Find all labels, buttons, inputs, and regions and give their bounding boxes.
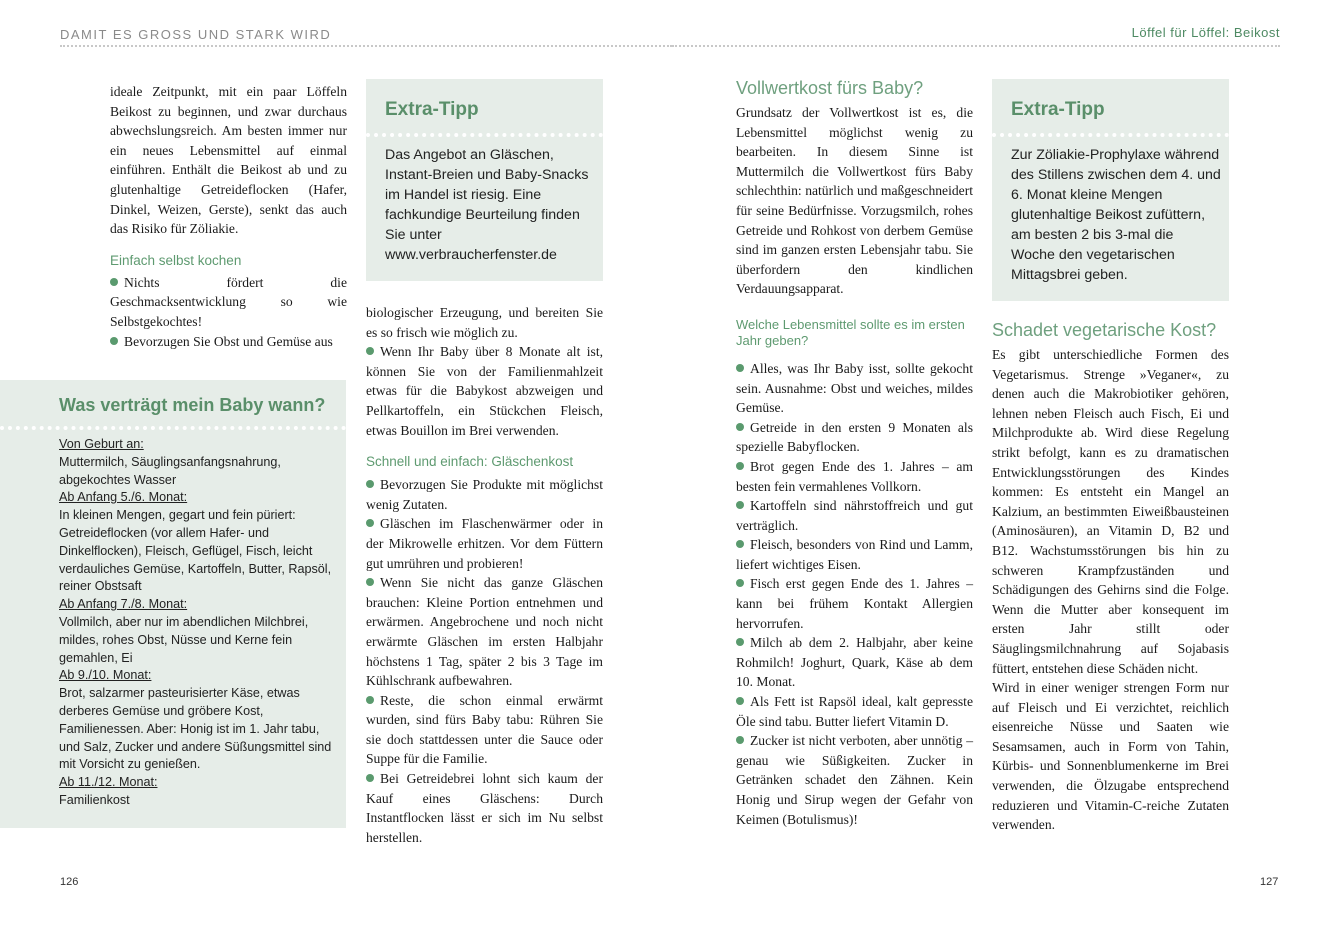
schedule-text: Familienkost — [59, 792, 130, 807]
schedule-text: In kleinen Mengen, gegart und fein püriert: Getreideflocken (vor allem Hafer- und Dinkelflocken), Fleisch, Geflügel, Fisch, leicht verdauliches Gemüse, Kartoffeln, Butter, Rapsöl, reiner Obstsaft — [59, 508, 332, 594]
bullet-item: Fisch erst gegen Ende des 1. Jahres – kann bei frühem Kontakt Allergien hervorrufen. — [736, 574, 973, 633]
running-head-left: DAMIT ES GROSS UND STARK WIRD — [60, 27, 332, 42]
bullet-item: Milch ab dem 2. Halbjahr, aber keine Rohmilch! Joghurt, Quark, Käse ab dem 10. Monat. — [736, 633, 973, 692]
bullet-item: Getreide in den ersten 9 Monaten als spezielle Babyflocken. — [736, 418, 973, 457]
continuation-paragraph: biologischer Erzeugung, und bereiten Sie es so frisch wie möglich zu. — [366, 305, 603, 340]
page-number-left: 126 — [60, 876, 79, 888]
bullet-item: Kartoffeln sind nährstoffreich und gut verträglich. — [736, 496, 973, 535]
extra-tipp-text: Das Angebot an Gläschen, Instant-Breien und Baby-Snacks im Handel ist riesig. Eine fachkundige Beurteilung finden Sie unter www.verbraucherfenster.de — [385, 147, 589, 263]
schedule-text: Brot, salzarmer pasteurisierter Käse, etwas derberes Gemüse und gröbere Kost, Familienessen. Aber: Honig ist im 1. Jahr tabu, und Salz, Zucker und andere Süßungsmittel sind mit Vorsicht zu genießen. — [59, 686, 332, 772]
section-title-vollwertkost: Vollwertkost fürs Baby? — [736, 78, 924, 98]
schedule-label: Ab 9./10. Monat: — [59, 668, 152, 683]
schedule-label: Ab 11./12. Monat: — [59, 775, 158, 790]
bullet-item: Wenn Sie nicht das ganze Gläschen brauchen: Kleine Portion entnehmen und erwärmen. Angebrochene und noch nicht erwärmte Gläschen im ersten Halbjahr höchstens 1 Tag, später 2 bis 3 Tage im Kühlschrank aufbewahren. — [366, 573, 603, 691]
section-title-einfach-selbst-kochen: Einfach selbst kochen — [110, 252, 242, 268]
feeding-schedule-list — [59, 436, 334, 810]
bullet-item: Gläschen im Flaschenwärmer oder in der Mikrowelle erhitzen. Vor dem Füttern gut umrühren und probieren! — [366, 514, 603, 573]
extra-tipp-title: Extra-Tipp — [1011, 99, 1105, 120]
schedule-label: Ab Anfang 5./6. Monat: — [59, 490, 188, 505]
bullet-item: Fleisch, besonders von Rind und Lamm, liefert wichtiges Eisen. — [736, 535, 973, 574]
left-column-2 — [366, 303, 603, 847]
section-title-vegetarische-kost: Schadet vegetarische Kost? — [992, 320, 1217, 340]
vegetarian-paragraph: Es gibt unterschiedliche Formen des Vegetarismus. Strenge »Veganer«, zu denen auch die Makrobiotiker gehören, lehnen neben Fleisch auch Fisch, Ei und Milchprodukte ab. Wird diese Regelung strikt befolgt, kann es zu dramatischen Entwicklungsstörungen des Kindes kommen: Es entsteht ein Mangel an Kalzium, an bestimmten Eiweißbausteinen (Aminosäuren), an Vitamin D, B2 und B12. Wachstumsstörungen bis hin zu schweren Krampfzuständen und Schädigungen des Gehirns sind die Folge. Wenn die Mutter aber konsequent im ersten Jahr stillt oder Säuglingsmilchnahrung auf Sojabasis füttert, entstehen diese Schäden nicht. — [992, 347, 1229, 676]
bullet-item: Bei Getreidebrei lohnt sich kaum der Kauf eines Gläschens: Durch Instantflocken lässt er sich im Nu selbst herstellen. — [366, 769, 603, 847]
right-column-1 — [736, 77, 973, 829]
page-number-right: 127 — [1260, 876, 1279, 888]
extra-tipp-box-left — [366, 79, 603, 281]
box-divider — [0, 426, 346, 430]
schedule-label: Ab Anfang 7./8. Monat: — [59, 597, 188, 612]
section-title-glaeschenkost: Schnell und einfach: Gläschenkost — [366, 454, 574, 470]
bullet-item: Bevorzugen Sie Produkte mit möglichst wenig Zutaten. — [366, 475, 603, 514]
running-head-right: Löffel für Löffel: Beikost — [1131, 25, 1280, 40]
bullet-item: Nichts fördert die Geschmacksentwicklung so wie Selbstgekochtes! — [110, 273, 347, 332]
header-divider-right — [672, 45, 1280, 47]
right-column-2 — [992, 319, 1229, 835]
bullet-item: Reste, die schon einmal erwärmt wurden, sind fürs Baby tabu: Rühren Sie sie doch stattdessen unter die Sauce oder Suppe für die Familie. — [366, 691, 603, 769]
schedule-text: Vollmilch, aber nur im abendlichen Milchbrei, mildes, rohes Obst, Nüsse und Kerne fein gemahlen, Ei — [59, 614, 309, 665]
schedule-label: Von Geburt an: — [59, 437, 144, 451]
extra-tipp-text: Zur Zöliakie-Prophylaxe während des Stillens zwischen dem 4. und 6. Monat kleine Mengen glutenhaltige Beikost zufüttern, am besten 2 bis 3-mal die Woche den vegetarischen Mittagsbrei geben. — [1011, 147, 1221, 283]
feeding-schedule-title: Was verträgt mein Baby wann? — [59, 395, 326, 415]
intro-paragraph: ideale Zeitpunkt, mit ein paar Löffeln Beikost zu beginnen, und zwar durchaus abwechslungsreich. Am besten immer nur ein neues Lebensmittel auf einmal einführen. Enthält die Beikost ab und zu glutenhaltige Getreideflocken (Hafer, Dinkel, Weizen, Gerste), senkt das auch das Risiko für Zöliakie. — [110, 84, 347, 237]
bullet-item: Zucker ist nicht verboten, aber unnötig – genau wie Süßigkeiten. Zucker in Getränken schadet den Zähnen. Kein Honig und Sirup wegen der Gefahr von Keimen (Botulismus)! — [736, 731, 973, 829]
left-column-2-stack — [366, 79, 603, 847]
section-title-welche-lebensmittel: Welche Lebensmittel sollte es im ersten Jahr geben? — [736, 316, 965, 348]
bullet-item: Brot gegen Ende des 1. Jahres – am besten fein vermahlenes Vollkorn. — [736, 457, 973, 496]
bullet-item: Als Fett ist Rapsöl ideal, kalt gepresste Öle sind tabu. Butter liefert Vitamin D. — [736, 692, 973, 731]
vollwertkost-paragraph: Grundsatz der Vollwertkost ist es, die Lebensmittel möglichst wenig zu bearbeiten. In diesem Sinne ist Muttermilch die Vollwertkost fürs Baby schlechthin: natürlich und maßgeschneidert für seine Bedürfnisse. Vorzugsmilch, rohes Getreide und Rohkost von derbem Gemüse sind im ganzen ersten Lebensjahr tabu. Sie überfordern den kindlichen Verdauungsapparat. — [736, 105, 973, 297]
bullet-item: Alles, was Ihr Baby isst, sollte gekocht sein. Ausnahme: Obst und weiches, mildes Gemüse. — [736, 359, 973, 418]
bullet-item: Bevorzugen Sie Obst und Gemüse aus — [110, 332, 347, 352]
left-column-1 — [110, 82, 347, 372]
bullet-item: Wenn Ihr Baby über 8 Monate alt ist, können Sie von der Familienmahlzeit etwas für die Babykost abzweigen und Pellkartoffeln, ein Stückchen Fleisch, etwas Bouillon im Brei verwenden. — [366, 342, 603, 440]
right-column-2-stack — [992, 79, 1229, 835]
extra-tipp-box-right — [992, 79, 1229, 301]
vegetarian-paragraph: Wird in einer weniger strengen Form nur auf Fleisch und Ei verzichtet, reichlich eisenreiche Nüsse und Saaten wie Sesamsamen, auch in Form von Tahin, Kürbis- und Sonnenblumenkerne im Brei verwenden, die Ölzugabe entsprechend reduzieren und Vitamin-C-reiche Zutaten verwenden. — [992, 680, 1229, 833]
extra-tipp-title: Extra-Tipp — [385, 99, 479, 120]
header-divider-left — [60, 45, 672, 47]
schedule-text: Muttermilch, Säuglingsanfangsnahrung, abgekochtes Wasser — [59, 454, 281, 487]
feeding-schedule-box — [0, 380, 346, 828]
